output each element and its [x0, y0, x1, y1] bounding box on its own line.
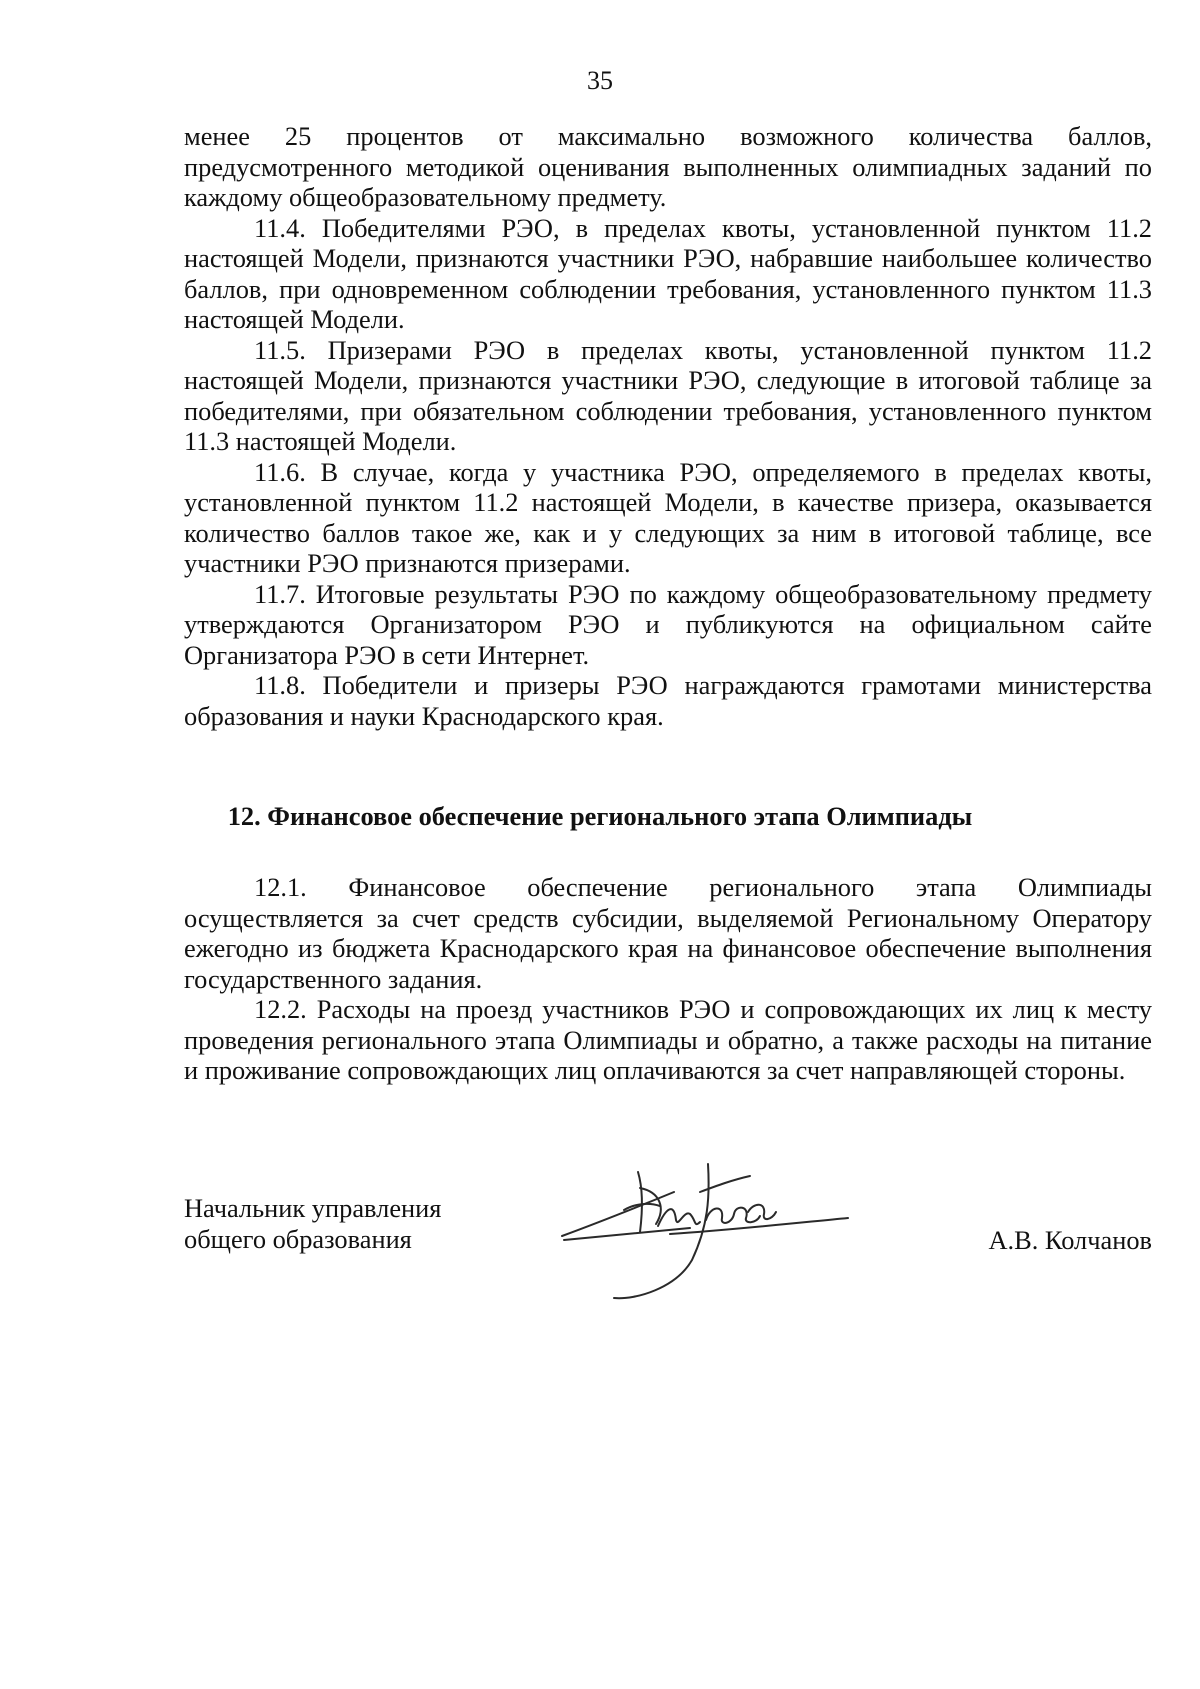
paragraph-12-1: 12.1. Финансовое обеспечение регионального этапа Олимпиады осуществляется за счет средств субсидии, выделяемой Региональному Оператору ежегодно из бюджета Краснодарского края на финансовое обеспечение выполнения государственного задания.	[184, 872, 1152, 994]
paragraph-12-2: 12.2. Расходы на проезд участников РЭО и сопровождающих их лиц к месту проведения регионального этапа Олимпиады и обратно, а также расходы на питание и проживание сопровождающих лиц оплачиваются за счет направляющей стороны.	[184, 994, 1152, 1085]
paragraph-11-4: 11.4. Победителями РЭО, в пределах квоты, установленной пунктом 11.2 настоящей Модели, признаются участники РЭО, набравшие наибольшее количество баллов, при одновременном соблюдении требования, установленного пунктом 11.3 настоящей Модели.	[184, 212, 1152, 334]
paragraph-11-7: 11.7. Итоговые результаты РЭО по каждому общеобразовательному предмету утверждаются Организатором РЭО и публикуются на официальном сайте Организатора РЭО в сети Интернет.	[184, 578, 1152, 670]
paragraph-11-8: 11.8. Победители и призеры РЭО награждаются грамотами министерства образования и науки Краснодарского края.	[184, 670, 1152, 731]
section-heading: 12. Финансовое обеспечение регионального этапа Олимпиады	[227, 801, 973, 831]
signer-name: А.В. Колчанов	[988, 1225, 1152, 1255]
paragraph-11-6: 11.6. В случае, когда у участника РЭО, определяемого в пределах квоты, установленной пунктом 11.2 настоящей Модели, в качестве призера, оказывается количество баллов такое же, как и у следующих за ним в итоговой таблице, все участники РЭО признаются призерами.	[184, 456, 1152, 578]
signer-title-line-1: Начальник управления	[184, 1193, 442, 1223]
handwritten-signature	[540, 1162, 860, 1312]
section-text	[184, 872, 1152, 1086]
body-text	[184, 121, 1152, 731]
signer-title-line-2: общего образования	[184, 1224, 412, 1254]
signer-title	[184, 1193, 441, 1255]
paragraph-11-5: 11.5. Призерами РЭО в пределах квоты, установленной пунктом 11.2 настоящей Модели, признаются участники РЭО, следующие в итоговой таблице за победителями, при обязательном соблюдении требования, установленного пунктом 11.3 настоящей Модели.	[184, 334, 1152, 456]
paragraph-continuation: менее 25 процентов от максимально возможного количества баллов, предусмотренного методикой оценивания выполненных олимпиадных заданий по каждому общеобразовательному предмету.	[184, 121, 1152, 212]
page-number: 35	[587, 66, 613, 95]
